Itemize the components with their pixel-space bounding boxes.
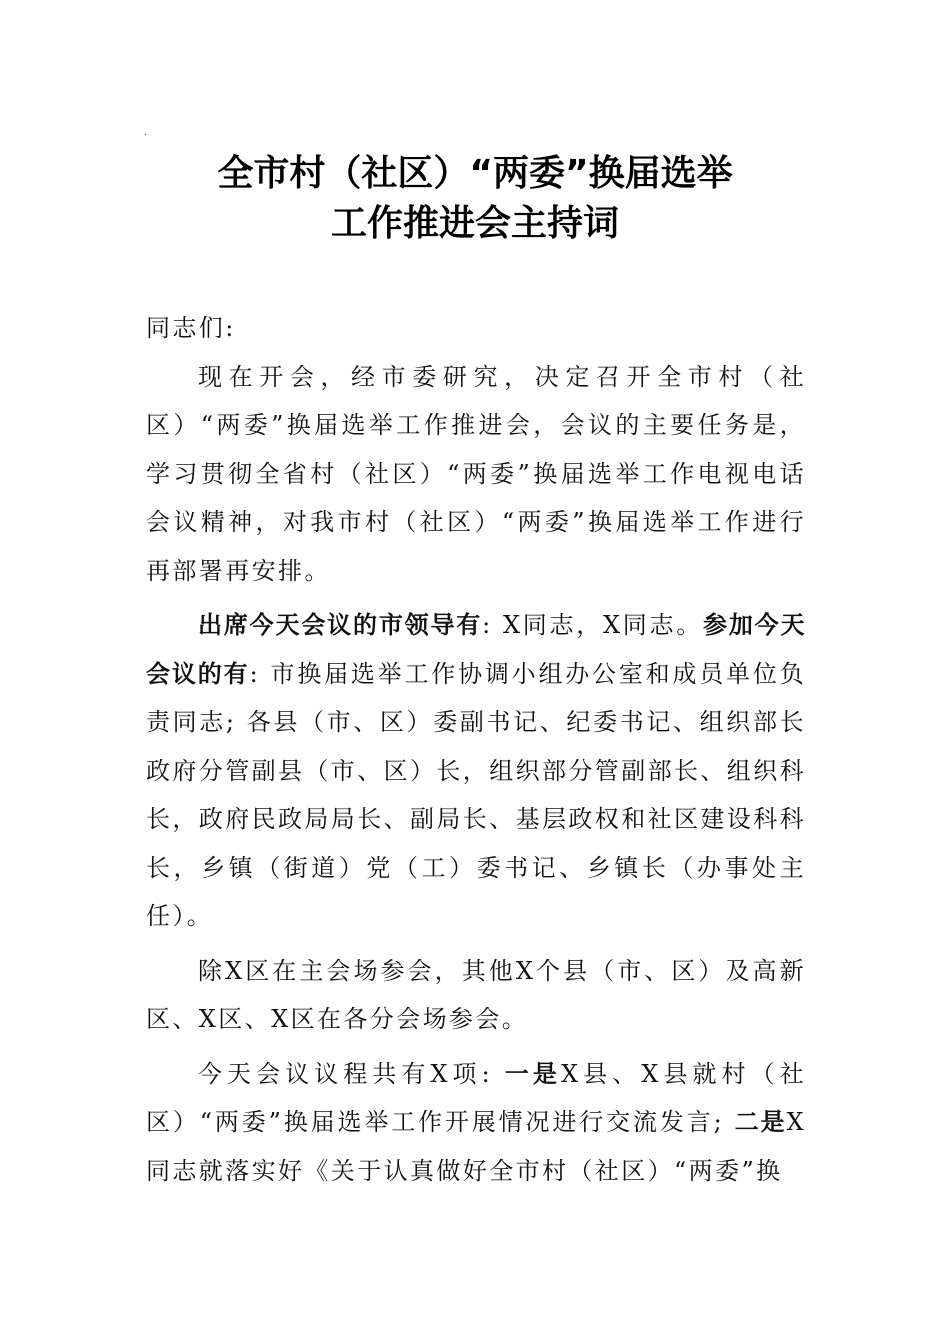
document-title-line-1: 全市村（社区）“两委”换届选举	[217, 153, 733, 194]
salutation: 同志们:	[146, 314, 236, 342]
paragraph-opening: 现在开会，经市委研究，决定召开全市村（社区）“两委”换届选举工作推进会，会议的主要任务是，学习贯彻全省村（社区）“两委”换届选举工作电视电话会议精神，对我市村（社区）“两委”换届选举工作进行再部署再安排。	[146, 362, 806, 585]
agenda-item-one: X县、X县就村（社区）“两委”换届选举工作开展情况进行交流发言;	[146, 1059, 806, 1136]
bold-item-one: 一是	[504, 1059, 562, 1088]
agenda-item-two: X同志就落实好《关于认真做好全市村（社区）“两委”换	[146, 1108, 806, 1185]
agenda-intro: 今天会议议程共有X项:	[198, 1059, 505, 1088]
leaders-text: : X同志，X同志。	[482, 611, 704, 639]
document-body	[146, 304, 806, 1195]
paragraph-attendees	[146, 601, 806, 941]
bold-leaders-label: 出席今天会议的市领导有	[198, 611, 483, 639]
paragraph-venues: 除X区在主会场参会，其他X个县（市、区）及高新区、X区、X区在各分会场参会。	[146, 956, 806, 1033]
bold-participants-label: 参加今天会议的有	[146, 611, 807, 688]
participants-text: : 市换届选举工作协调小组办公室和成员单位负责同志; 各县（市、区）委副书记、纪委书记、组织部长政府分管副县（市、区）长，组织部分管副部长、组织科长，政府民政局局长、副局长、基层政权和社区建设科科长，乡镇（街道）党（工）委书记、乡镇长（办事处主任）。	[146, 659, 807, 930]
document-title-line-2: 工作推进会主持词	[330, 203, 619, 244]
page-mark: .	[144, 127, 148, 138]
bold-item-two: 二是	[734, 1108, 787, 1136]
paragraph-agenda	[146, 1050, 806, 1196]
